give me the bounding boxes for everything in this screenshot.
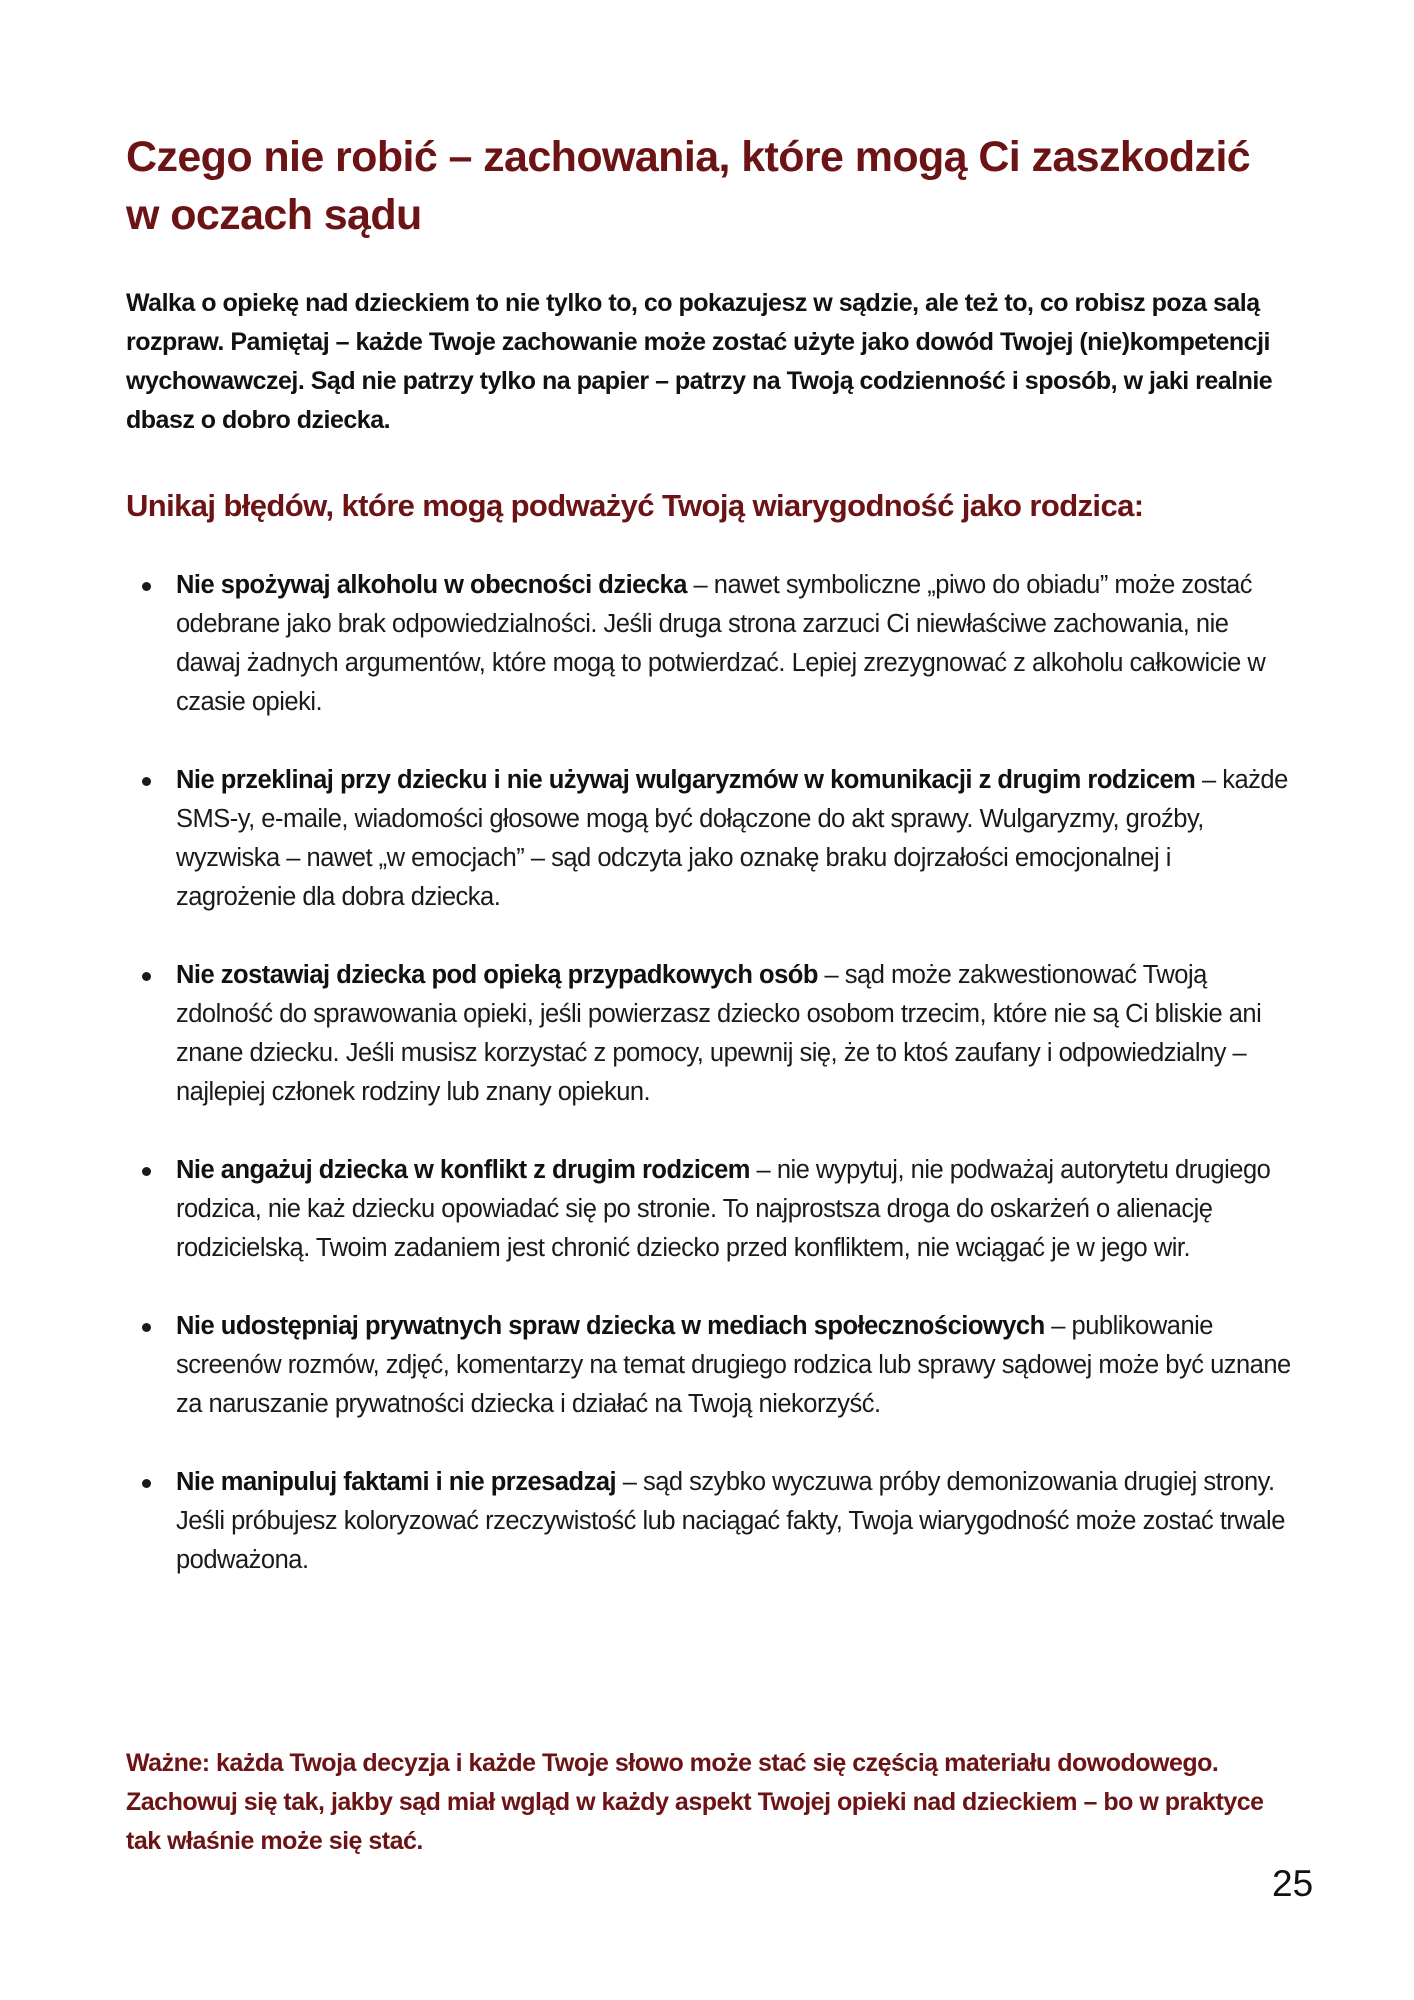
- bullet-text: – nie wypytuj, nie podważaj autorytetu drugiego rodzica, nie każ dziecku opowiadać się po stronie. To najprostsza droga do oskarżeń o alienację rodzicielską. Twoim zadaniem jest chronić dziecko przed konfliktem, nie wciągać je w jego wir.: [176, 1156, 1271, 1262]
- bullet-list: [126, 566, 1296, 1619]
- intro-paragraph: Walka o opiekę nad dzieckiem to nie tylko to, co pokazujesz w sądzie, ale też to, co robisz poza salą rozpraw. Pamiętaj – każde Twoje zachowanie może zostać użyte jako dowód Twojej (nie)kompetencji wychowawczej. Sąd nie patrzy tylko na papier – patrzy na Twoją codzienność i sposób, w jaki realnie dbasz o dobro dziecka.: [126, 289, 1273, 434]
- bullet-icon: [142, 1323, 151, 1332]
- list-item: [126, 1307, 1296, 1424]
- list-item: [126, 1463, 1296, 1580]
- list-item: [126, 956, 1296, 1112]
- bullet-text: – sąd szybko wyczuwa próby demonizowania drugiej strony. Jeśli próbujesz koloryzować rzeczywistość lub naciągać fakty, Twoja wiarygodność może zostać trwale podważona.: [176, 1468, 1285, 1574]
- bullet-heading: Nie udostępniaj prywatnych spraw dziecka w mediach społecznościowych: [176, 1312, 1045, 1340]
- page-title: Czego nie robić – zachowania, które mogą Ci zaszkodzić w oczach sądu: [126, 133, 1251, 239]
- bullet-heading: Nie angażuj dziecka w konflikt z drugim rodzicem: [176, 1156, 750, 1184]
- bullet-heading: Nie zostawiaj dziecka pod opieką przypadkowych osób: [176, 961, 818, 989]
- bullet-text: – nawet symboliczne „piwo do obiadu” może zostać odebrane jako brak odpowiedzialności. Jeśli druga strona zarzuci Ci niewłaściwe zachowania, nie dawaj żadnych argumentów, które mogą to potwierdzać. Lepiej zrezygnować z alkoholu całkowicie w czasie opieki.: [176, 571, 1266, 716]
- bullet-icon: [142, 972, 151, 981]
- bullet-icon: [142, 582, 151, 591]
- bullet-text: – sąd może zakwestionować Twoją zdolność do sprawowania opieki, jeśli powierzasz dziecko osobom trzecim, które nie są Ci bliskie ani znane dziecku. Jeśli musisz korzystać z pomocy, upewnij się, że to ktoś zaufany i odpowiedzialny – najlepiej członek rodziny lub znany opiekun.: [176, 961, 1262, 1106]
- bullet-icon: [142, 1167, 151, 1176]
- bullet-icon: [142, 777, 151, 786]
- list-item: [126, 761, 1296, 917]
- bullet-text: – publikowanie screenów rozmów, zdjęć, komentarzy na temat drugiego rodzica lub sprawy sądowej może być uznane za naruszanie prywatności dziecka i działać na Twoją niekorzyść.: [176, 1312, 1291, 1418]
- bullet-text: – każde SMS-y, e-maile, wiadomości głosowe mogą być dołączone do akt sprawy. Wulgaryzmy, groźby, wyzwiska – nawet „w emocjach” – sąd odczyta jako oznakę braku dojrzałości emocjonalnej i zagrożenie dla dobra dziecka.: [176, 766, 1288, 911]
- bullet-heading: Nie przeklinaj przy dziecku i nie używaj wulgaryzmów w komunikacji z drugim rodzicem: [176, 766, 1196, 794]
- section-subtitle: Unikaj błędów, które mogą podważyć Twoją wiarygodność jako rodzica:: [126, 488, 1144, 523]
- list-item: [126, 1151, 1296, 1268]
- bullet-icon: [142, 1479, 151, 1488]
- bullet-heading: Nie spożywaj alkoholu w obecności dziecka: [176, 571, 687, 599]
- page-number: 25: [1272, 1863, 1314, 1904]
- important-note: Ważne: każda Twoja decyzja i każde Twoje słowo może stać się częścią materiału dowodowego. Zachowuj się tak, jakby sąd miał wgląd w każdy aspekt Twojej opieki nad dzieckiem – bo w praktyce tak właśnie może się stać.: [126, 1749, 1264, 1855]
- bullet-heading: Nie manipuluj faktami i nie przesadzaj: [176, 1468, 617, 1496]
- list-item: [126, 566, 1296, 722]
